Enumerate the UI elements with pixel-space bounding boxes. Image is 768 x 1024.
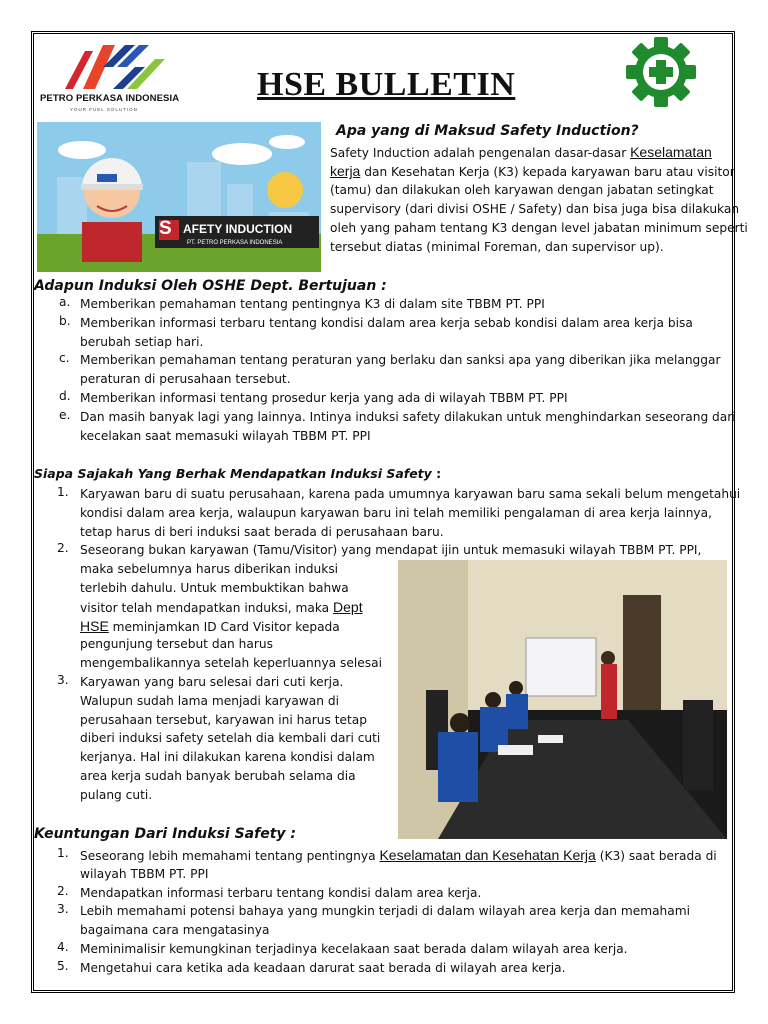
list-item-line: area kerja sudah banyak berubah selama dia xyxy=(80,769,356,783)
list-item-line: terlebih dahulu. Untuk membuktikan bahwa xyxy=(80,581,349,595)
list-marker: 3. xyxy=(57,673,69,687)
list-marker: 4. xyxy=(57,940,69,954)
list-item-line: Karyawan baru di suatu perusahaan, karena pada umumnya karyawan baru sama sekali belum mengetahui xyxy=(80,487,741,501)
list-item-line: kondisi dalam area kerja, walaupun karyawan baru ini telah memiliki pengalaman di area kerja lainnya, xyxy=(80,505,712,520)
list-item-line: pulang cuti. xyxy=(80,787,153,802)
section-heading-what-is: Apa yang di Maksud Safety Induction? xyxy=(336,123,639,139)
banner-subtitle: PT. PETRO PERKASA INDONESIA xyxy=(187,240,283,246)
list-item-line: Seseorang bukan karyawan (Tamu/Visitor) yang mendapat ijin untuk memasuki wilayah TBBM PT. PPI, xyxy=(80,543,702,558)
section1-line: oleh yang paham tentang K3 dengan level jabatan minimum seperti xyxy=(330,221,748,235)
section1-line: kerja dan Kesehatan Kerja (K3) kepada karyawan baru atau visitor xyxy=(330,163,735,179)
list-item-line: kecelakan saat memasuki wilayah TBBM PT. PPI xyxy=(80,428,371,443)
list-marker: 3. xyxy=(57,902,69,917)
list-item-line: kerjanya. Hal ini dilakukan karena kondisi dalam xyxy=(80,750,375,765)
list-item-line: HSE meminjamkan ID Card Visitor kepada xyxy=(80,617,340,634)
company-name: PETRO PERKASA INDONESIA xyxy=(40,93,180,104)
list-item-line: Memberikan informasi terbaru tentang kondisi dalam area kerja sebab kondisi dalam area kerja bisa xyxy=(80,315,693,330)
list-item-line: peraturan di perusahaan tersebut. xyxy=(80,372,291,387)
company-tagline: YOUR FUEL SOLUTION xyxy=(70,107,138,112)
page-title: HSE BULLETIN xyxy=(257,66,516,103)
list-marker: 1. xyxy=(57,485,69,499)
list-marker: 2. xyxy=(57,883,69,898)
list-item-line: Memberikan pemahaman tentang peraturan yang berlaku dan sanksi apa yang diberikan jika melanggar xyxy=(80,353,721,368)
list-item-line: tetap harus di beri induksi saat berada di perusahaan baru. xyxy=(80,524,444,539)
list-item-line: mengembalikannya setelah keperluannya selesai xyxy=(80,656,382,671)
banner-letter: S xyxy=(159,218,172,239)
petro-perkasa-logo xyxy=(55,37,170,93)
list-item-line: pengunjung tersebut dan harus xyxy=(80,637,273,652)
section-heading-who: Siapa Sajakah Yang Berhak Mendapatkan Induksi Safety : xyxy=(34,466,442,481)
list-marker: 1. xyxy=(57,846,69,860)
list-item-line: Lebih memahami potensi bahaya yang mungkin terjadi di dalam wilayah area kerja dan memahami xyxy=(80,904,691,919)
list-item-line: Karyawan yang baru selesai dari cuti kerja. xyxy=(80,675,344,689)
list-item-line: Mendapatkan informasi terbaru tentang kondisi dalam area kerja. xyxy=(80,885,482,900)
list-item-line: Meminimalisir kemungkinan terjadinya kecelakaan saat berada dalam wilayah area kerja. xyxy=(80,942,628,956)
list-marker: e. xyxy=(59,407,71,422)
list-marker: c. xyxy=(59,351,70,366)
list-item-line: diberi induksi safety setelah dia kembali dari cuti xyxy=(80,731,381,746)
section-heading-benefits: Keuntungan Dari Induksi Safety : xyxy=(34,826,296,842)
list-item-line: maka sebelumnya harus diberikan induksi xyxy=(80,562,339,577)
list-marker: b. xyxy=(59,313,71,328)
list-item-line: Dan masih banyak lagi yang lainnya. Intinya induksi safety dilakukan untuk menghindarkan seseorang dari xyxy=(80,409,736,424)
list-item-line: visitor telah mendapatkan induksi, maka Dept xyxy=(80,598,363,615)
list-item-line: bagaimana cara mengatasinya xyxy=(80,923,270,938)
section1-line: Safety Induction adalah pengenalan dasar-dasar Keselamatan xyxy=(330,144,712,160)
section1-line: supervisory (dari divisi OSHE / Safety) dan bisa juga bisa dilakukan xyxy=(330,202,740,216)
safety-induction-banner xyxy=(37,122,321,272)
list-marker: a. xyxy=(59,295,71,309)
section1-line: tersebut diatas (minimal Foreman, dan supervisor up). xyxy=(330,240,664,254)
list-item-line: Memberikan pemahaman tentang pentingnya K3 di dalam site TBBM PT. PPI xyxy=(80,297,545,311)
induction-meeting-photo xyxy=(398,560,727,839)
list-item-line: Walupun sudah lama menjadi karyawan di xyxy=(80,693,339,708)
list-marker: 2. xyxy=(57,541,69,556)
safety-gear-cross-icon xyxy=(608,36,714,108)
section1-line: (tamu) dan dilakukan oleh karyawan dengan jabatan setingkat xyxy=(330,183,714,197)
banner-title: AFETY INDUCTION xyxy=(183,222,293,236)
section-heading-purpose: Adapun Induksi Oleh OSHE Dept. Bertujuan : xyxy=(34,278,387,294)
list-item-line: Mengetahui cara ketika ada keadaan darurat saat berada di wilayah area kerja. xyxy=(80,960,566,975)
list-item-line: Seseorang lebih memahami tentang pentingnya Keselamatan dan Kesehatan Kerja (K3) saat berada di xyxy=(80,847,717,863)
list-item-line: Memberikan informasi tentang prosedur kerja yang ada di wilayah TBBM PT. PPI xyxy=(80,391,568,405)
list-marker: 5. xyxy=(57,958,69,973)
list-item-line: wilayah TBBM PT. PPI xyxy=(80,866,209,881)
list-item-line: berubah setiap hari. xyxy=(80,334,204,349)
list-marker: d. xyxy=(59,389,71,403)
list-item-line: perusahaan tersebut, karyawan ini harus tetap xyxy=(80,712,367,727)
